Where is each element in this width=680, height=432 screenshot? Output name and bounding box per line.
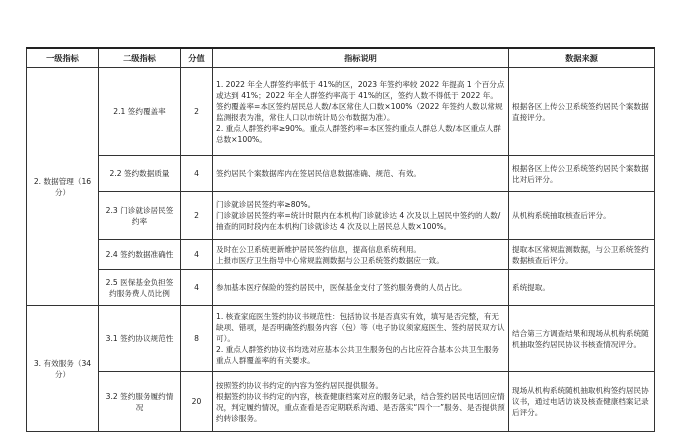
description-line: 及时在公卫系统更新维护居民签约信息，提高信息系统利用。 — [216, 244, 422, 254]
level2-cell: 3.1 签约协议规范性 — [99, 306, 181, 372]
header-level1: 一级指标 — [27, 48, 99, 68]
description-line: 上报市医疗卫生指导中心常规监测数据与公卫系统签约数据应一致。 — [216, 255, 444, 265]
table-row — [27, 240, 655, 270]
score-cell: 8 — [181, 306, 213, 372]
score-cell: 2 — [181, 68, 213, 156]
source-cell: 现场从机构系统随机抽取机构签约居民协议书，通过电话访谈及核查健康档案记录后评分。 — [509, 372, 655, 432]
description-line: 根据签约协议书约定的内容，核查健康档案对应的服务记录，结合签约居民电话回应情况，判定履约情况，重点查看是否定期联系沟通、是否落实“四个一”服务、是否提供预约转诊服务。 — [216, 391, 505, 423]
source-cell: 提取本区常规监测数据，与公卫系统签约数据核查后评分。 — [509, 240, 655, 270]
description-line: 门诊就诊居民签约率=统计时限内在本机构门诊就诊达 4 次及以上居民中签约的人数/抽查的同时段内在本机构门诊就诊达 4 次及以上居民总人数×100%。 — [216, 211, 501, 231]
source-cell: 系统提取。 — [509, 270, 655, 306]
level2-cell: 2.4 签约数据准确性 — [99, 240, 181, 270]
source-cell: 结合第三方调查结果和现场从机构系统随机抽取签约居民协议书核查情况评分。 — [509, 306, 655, 372]
description-cell — [213, 306, 509, 372]
description-line: 门诊就诊居民签约率≥80%。 — [216, 200, 316, 209]
level2-cell: 2.5 医保基金负担签约服务费人员比例 — [99, 270, 181, 306]
description-cell — [213, 240, 509, 270]
description-line: 按照签约协议书约定的内容为签约居民提供服务。 — [216, 380, 384, 390]
table-row — [27, 192, 655, 240]
description-line: 2. 重点人群签约率≥90%。重点人群签约率=本区签约重点人群总人数/本区重点人群总数×100%。 — [216, 123, 501, 144]
table-row — [27, 306, 655, 372]
level1-cell — [27, 306, 99, 432]
level2-cell: 2.1 签约覆盖率 — [99, 68, 181, 156]
level2-cell: 2.3 门诊就诊居民签约率 — [99, 192, 181, 240]
description-line: 1. 核查家庭医生签约协议书规范性：包括协议书是否真实有效，填写是否完整，有无缺项、错项，是否明确签约服务内容（包）等（电子协议须家庭医生、签约居民双方认可）。 — [216, 312, 505, 343]
level2-cell: 2.2 签约数据质量 — [99, 156, 181, 192]
score-cell: 2 — [181, 192, 213, 240]
level1-label: 2. 数据管理（16 分） — [33, 176, 92, 197]
description-line: 2. 重点人群签约协议书均选对应基本公共卫生服务包的占比应符合基本公共卫生服务重点人群覆盖率的有关要求。 — [216, 345, 500, 365]
table-header-row — [27, 48, 655, 68]
indicator-table — [26, 47, 655, 432]
header-score: 分值 — [181, 48, 213, 68]
level1-cell — [27, 68, 99, 306]
level2-cell: 3.2 签约服务履约情况 — [99, 372, 181, 432]
table-row — [27, 156, 655, 192]
score-cell: 20 — [181, 372, 213, 432]
description-cell — [213, 68, 509, 156]
description-cell — [213, 156, 509, 192]
description-line: 签约居民个案数据库内在签居民信息数据准确、规范、有效。 — [216, 169, 422, 178]
table-row — [27, 270, 655, 306]
score-cell: 4 — [181, 240, 213, 270]
score-cell: 4 — [181, 270, 213, 306]
header-description: 指标说明 — [213, 48, 509, 68]
header-level2: 二级指标 — [99, 48, 181, 68]
table-row — [27, 68, 655, 156]
indicator-table-container — [26, 47, 654, 432]
score-cell: 4 — [181, 156, 213, 192]
header-data-source: 数据来源 — [509, 48, 655, 68]
description-line: 签约覆盖率=本区签约居民总人数/本区常住人口数×100%（2022 年签约人数以常规监测报表为准，常住人口以市统计局公布数据为准）。 — [216, 101, 503, 122]
description-line: 参加基本医疗保险的签约居民中，医保基金支付了签约服务费的人员占比。 — [216, 283, 467, 292]
description-cell — [213, 270, 509, 306]
description-cell — [213, 192, 509, 240]
description-cell — [213, 372, 509, 432]
table-row — [27, 372, 655, 432]
source-cell: 根据各区上传公卫系统签约居民个案数据比对后评分。 — [509, 156, 655, 192]
description-line: 1. 2022 年全人群签约率低于 41%的区，2023 年签约率较 2022 年提高 1 个百分点或达到 41%；2022 年全人群签约率高于 41%的区，签约人数不得低于 2022 年。 — [216, 79, 505, 100]
source-cell: 根据各区上传公卫系统签约居民个案数据直接评分。 — [509, 68, 655, 156]
level1-label: 3. 有效服务（34 分） — [33, 358, 92, 379]
source-cell: 从机构系统抽取核查后评分。 — [509, 192, 655, 240]
